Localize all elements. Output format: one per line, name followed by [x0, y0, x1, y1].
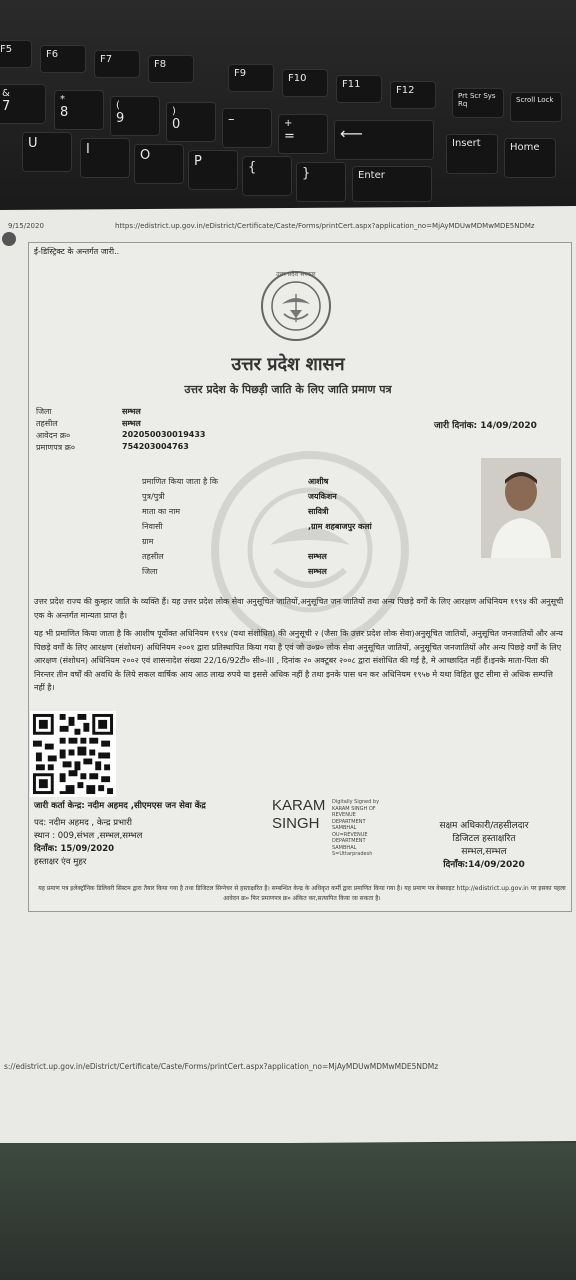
caste-paragraph: उत्तर प्रदेश राज्य की कुम्हार जाति के व्यक्ति हैं। यह उत्तर प्रदेश लोक सेवा अनुसूचित जातियों,अनुसूचित जन जातियों तथा अन्य पिछड़े वर्गों के लिए आरक्षण अधिनियम १९९४ की अनुसूची एक के अन्तर्गत मान्यता प्राप्त है। — [34, 597, 564, 620]
person-photo-icon — [481, 458, 561, 558]
fly-mark-icon — [2, 232, 16, 246]
detail-value: ,ग्राम शहबाजपुर कलां — [308, 522, 372, 531]
issuer-sign-label: हस्ताक्षर एंव मुहर — [34, 857, 87, 867]
income-paragraph: यह भी प्रमाणित किया जाता है कि आशीष पूर्वोक्त अधिनियम १९९४ (यथा संशोधित) की अनुसूची २ (जैसा कि उत्तर प्रदेश लोक सेवा)अनुसूचित जातियों, अनुसूचित जनजातियों और अन्य पिछड़े वर्गों के लिए आरक्षण (संशोधन) अधिनियम २००१ द्वारा प्रतिस्थापित किया गया है एवं जो उ०प्र० लोक सेवा अनुसूचित जातियों, अनुसूचित जनजातियों और अन्य पिछड़े वर्गों के लिए आरक्षण (संशोधन) अधिनियम २००२ एवं शासनादेश संख्या 22/16/92टी० सी०-III , दिनांक २० अक्टूबर २००८ द्वारा संशोधित की गई है, मे आच्छादित नहीं हैं।इनके माता-पिता की निरन्तर तीन वर्षों की अवधि के लिये सकल वार्षिक आय आठ लाख रुपये या इससे अधिक नहीं है तथा इनके पास धन कर अधिनियम १९५७ मे यथा विहित छूट सीमा से अधिक सम्पत्ति नहीं है। — [34, 629, 563, 692]
key-o: O — [134, 144, 184, 184]
signature-detail: Digitally Signed by KARAM SINGH OF REVENUE DEPARTMENT SAMBHAL OU=REVENUE DEPARTMENT SAMBHAL S=Uttarpradesh — [332, 799, 380, 857]
meta-value: सम्भल — [122, 407, 141, 416]
authority-place: सम्भल,सम्भल — [461, 847, 507, 857]
key-f8: F8 — [148, 55, 194, 83]
govt-title: उत्तर प्रदेश शासन — [231, 354, 345, 375]
doc-title: उत्तर प्रदेश के पिछड़ी जाति के लिए जाति प्रमाण पत्र — [184, 383, 392, 396]
key-f12: F12 — [390, 81, 436, 109]
issued-under-label: ई-डिस्ट्रिक्ट के अन्तर्गत जारी.. — [34, 247, 120, 256]
detail-label: ग्राम — [142, 537, 154, 546]
meta-label: जिला — [36, 407, 52, 416]
detail-label: माता का नाम — [142, 507, 181, 516]
key-7: & 7 — [0, 84, 46, 124]
digital-signature — [272, 797, 325, 833]
key-enter: Enter — [352, 166, 432, 202]
issuer-place: स्थान : 009,संभल ,सम्भल,सम्भल — [34, 831, 143, 841]
key-f5: F5 — [0, 40, 32, 68]
emblem-text: उत्तर प्रदेश सरकार — [276, 271, 316, 278]
meta-value: 202050030019433 — [122, 430, 206, 439]
applicant-photo — [481, 458, 561, 558]
detail-value: सम्भल — [308, 567, 327, 576]
key-prtscr: Prt Scr Sys Rq — [452, 88, 504, 118]
authority-date: दिनाँक:14/09/2020 — [443, 860, 525, 870]
key-f10: F10 — [282, 69, 328, 97]
meta-label: प्रमाणपत्र क्र० — [36, 443, 75, 452]
key-8: * 8 — [54, 90, 104, 130]
qr-code-icon — [30, 711, 116, 797]
key-f9: F9 — [228, 64, 274, 92]
signer-name-line2: SINGH — [272, 815, 320, 832]
detail-label: प्रमाणित किया जाता है कि — [142, 477, 219, 486]
detail-label: पुत्र/पुत्री — [142, 492, 165, 501]
detail-value: जयकिशन — [308, 492, 337, 501]
meta-label: आवेदन क्र० — [36, 431, 71, 440]
issuer-date: दिनाँक: 15/09/2020 — [34, 844, 115, 854]
print-footer-url: s://edistrict.up.gov.in/eDistrict/Certificate/Caste/Forms/printCert.aspx?application_no=MjAyMDUwMDMwMDE5NDMz — [4, 1062, 439, 1071]
detail-value: सम्भल — [308, 552, 327, 561]
meta-value: 754203004763 — [122, 442, 189, 451]
issuer-block — [34, 800, 206, 869]
key-0: ) 0 — [166, 102, 216, 142]
key-scroll-lock: Scroll Lock — [510, 92, 562, 122]
table-surface — [0, 1143, 576, 1280]
key-u: U — [22, 132, 72, 172]
detail-label: निवासी — [142, 522, 163, 531]
authority-title: सक्षम अधिकारी/तहसीलदार — [439, 821, 529, 831]
detail-value: आशीष — [308, 477, 329, 486]
signer-name-line1: KARAM — [272, 797, 326, 814]
key-f6: F6 — [40, 45, 86, 73]
key-i: I — [80, 138, 130, 178]
key-brace-close: } — [296, 162, 346, 202]
key-f7: F7 — [94, 50, 140, 78]
detail-value: सावित्री — [308, 507, 329, 516]
key-backspace: ⟵ — [334, 120, 434, 160]
authority-block — [414, 820, 554, 872]
authority-sign: डिजिटल हस्ताक्षरित — [452, 834, 516, 844]
up-emblem-icon — [260, 270, 332, 342]
keyboard-background — [0, 0, 576, 215]
key-home: Home — [504, 138, 556, 178]
key-9: ( 9 — [110, 96, 160, 136]
key-minus: – — [222, 108, 272, 148]
detail-label: तहसील — [142, 552, 164, 561]
meta-label: तहसील — [36, 419, 58, 428]
key-p: P — [188, 150, 238, 190]
key-brace-open: { — [242, 156, 292, 196]
key-insert: Insert — [446, 134, 498, 174]
meta-block — [36, 406, 206, 454]
key-equals: + = — [278, 114, 328, 154]
details-block — [142, 476, 372, 581]
print-date: 9/15/2020 — [8, 222, 44, 230]
print-url: https://edistrict.up.gov.in/eDistrict/Certificate/Caste/Forms/printCert.aspx?application_no=MjAyMDUwMDMwMDE5NDMz — [115, 222, 535, 230]
issue-date: जारी दिनांक: 14/09/2020 — [434, 421, 537, 431]
verification-note: यह प्रमाण पत्र इलेक्ट्रॉनिक डिलिवरी सिस्टम द्वारा तैयार किया गया है तथा डिजिटल सिग्नेचर से हस्ताक्षरित है। सम्बन्धित केन्द्र के अधिकृत कर्मी द्वारा प्रमाणित किया गया है। यह प्रमाण पत्र वेबसाइट http://edistrict.up.gov.in पर इसका पहला आवेदन क्र० फिर प्रमाणपत्र क्र० अंकित कर,सत्यापित किया जा सकता है। — [38, 885, 566, 902]
issuer-post: पद: नदीम अहमद , केन्द्र प्रभारी — [34, 818, 132, 828]
key-f11: F11 — [336, 75, 382, 103]
issuer-center: जारी कर्ता केन्द्र: नदीम अहमद ,सीएमएस जन सेवा केंद्र — [34, 801, 206, 811]
meta-value: सम्भल — [122, 419, 141, 428]
detail-label: जिला — [142, 567, 158, 576]
